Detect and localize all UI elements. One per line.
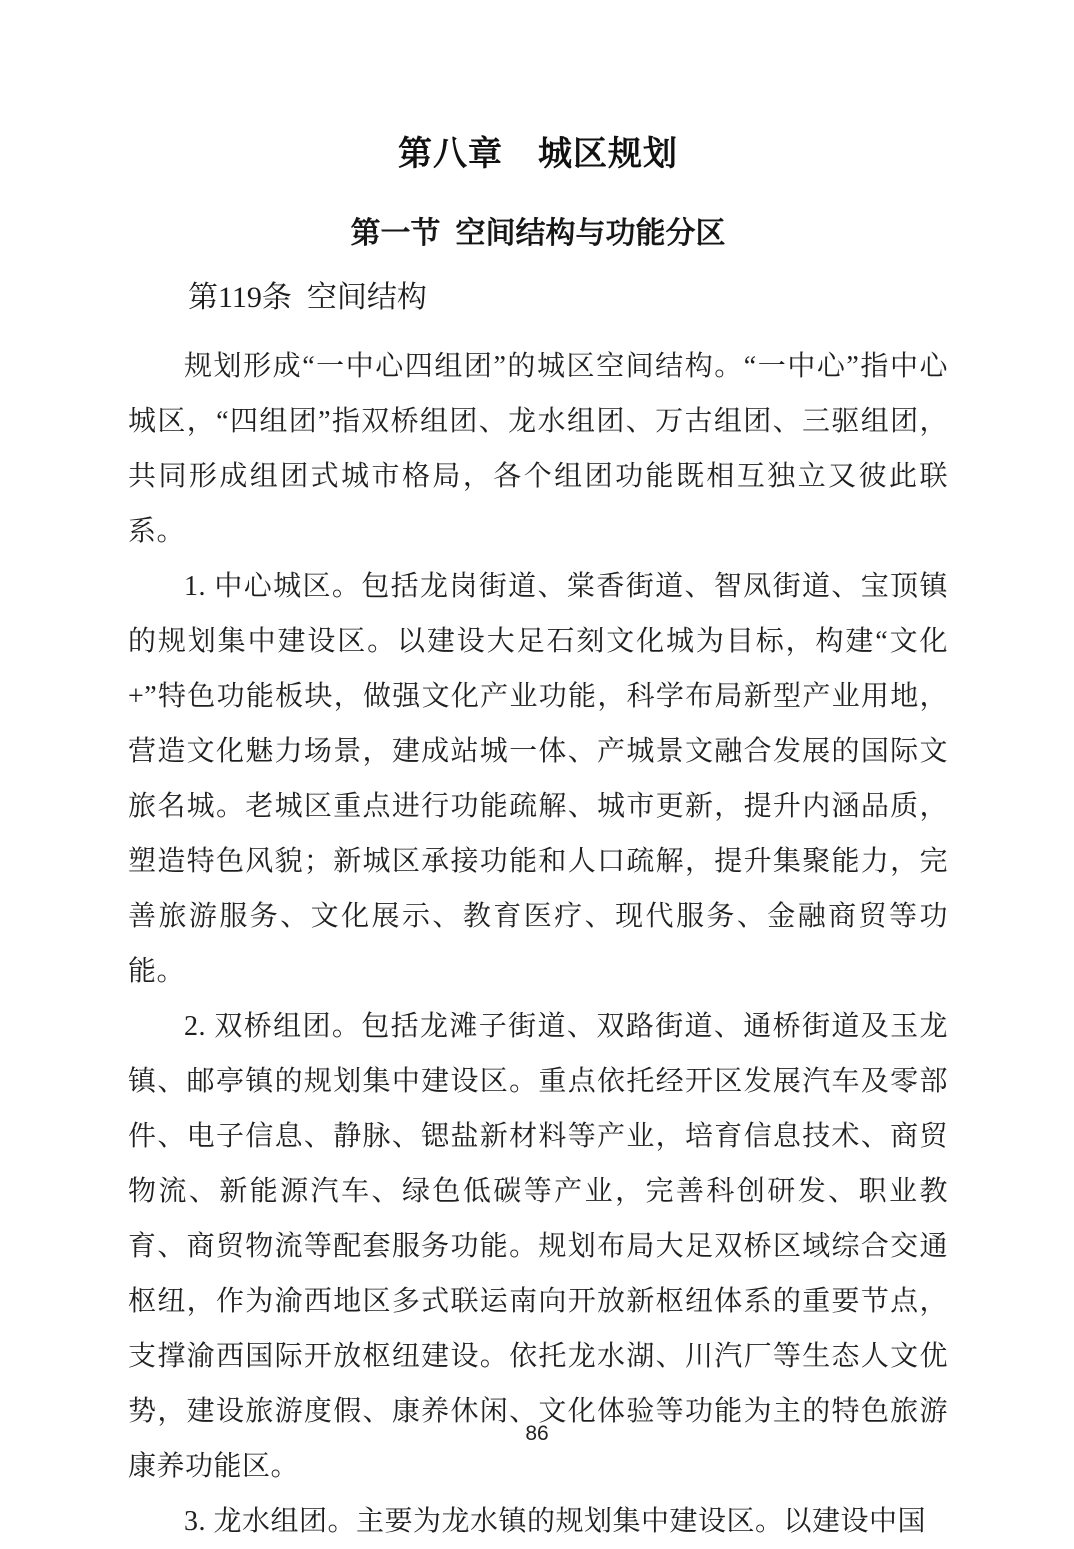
paragraph-central-city: 1. 中心城区。包括龙岗街道、棠香街道、智凤街道、宝顶镇的规划集中建设区。以建设大足石刻文化城为目标，构建“文化+”特色功能板块，做强文化产业功能，科学布局新型产业用地，营造文化魅力场景，建成站城一体、产城景文融合发展的国际文旅名城。老城区重点进行功能疏解、城市更新，提升内涵品质，塑造特色风貌；新城区承接功能和人口疏解，提升集聚能力，完善旅游服务、文化展示、教育医疗、现代服务、金融商贸等功能。: [128, 571, 948, 987]
section-title: 第一节 空间结构与功能分区: [350, 217, 726, 250]
article-heading: 第119条 空间结构: [188, 281, 427, 314]
chapter-title: 第八章 城区规划: [398, 136, 678, 173]
page-number: 86: [525, 1422, 549, 1445]
paragraph-longshui-cluster: 3. 龙水组团。主要为龙水镇的规划集中建设区。以建设中国: [184, 1506, 927, 1537]
paragraph-shuangqiao-cluster: 2. 双桥组团。包括龙滩子街道、双路街道、通桥街道及玉龙镇、邮亭镇的规划集中建设区。重点依托经开区发展汽车及零部件、电子信息、静脉、锶盐新材料等产业，培育信息技术、商贸物流、新能源汽车、绿色低碳等产业，完善科创研发、职业教育、商贸物流等配套服务功能。规划布局大足双桥区域综合交通枢纽，作为渝西地区多式联运南向开放新枢纽体系的重要节点，支撑渝西国际开放枢纽建设。依托龙水湖、川汽厂等生态人文优势，建设旅游度假、康养休闲、文化体验等功能为主的特色旅游康养功能区。: [128, 1011, 948, 1482]
document-body: [128, 339, 948, 1549]
paragraph-overview: 规划形成“一中心四组团”的城区空间结构。“一中心”指中心城区，“四组团”指双桥组团、龙水组团、万古组团、三驱组团，共同形成组团式城市格局，各个组团功能既相互独立又彼此联系。: [128, 351, 948, 547]
